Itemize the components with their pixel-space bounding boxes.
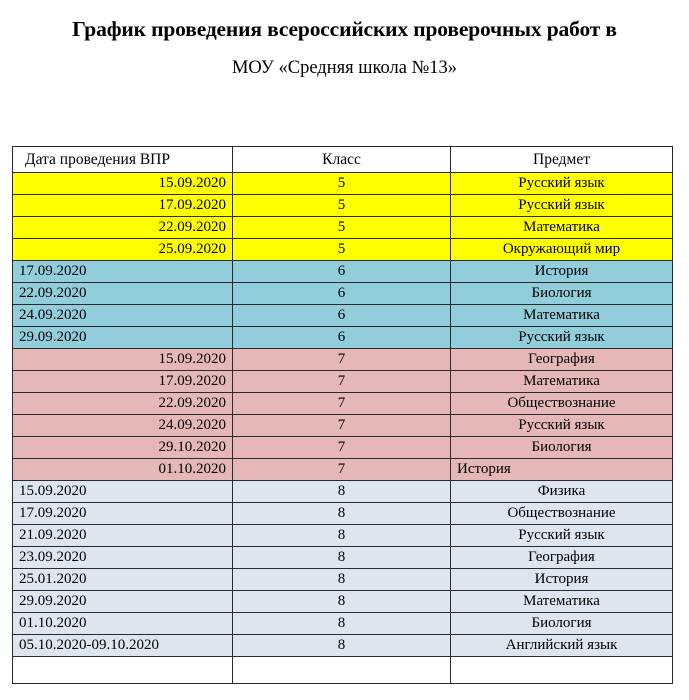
table-row xyxy=(13,349,673,371)
table-row xyxy=(13,613,673,635)
cell-grade: 7 xyxy=(233,459,451,481)
cell-grade: 7 xyxy=(233,393,451,415)
table-row xyxy=(13,481,673,503)
cell-subject: Английский язык xyxy=(451,635,673,657)
table-row xyxy=(13,525,673,547)
cell-date: 24.09.2020 xyxy=(13,305,233,327)
cell-grade: 8 xyxy=(233,547,451,569)
cell-subject: История xyxy=(451,261,673,283)
table-row xyxy=(13,459,673,481)
cell-subject: География xyxy=(451,349,673,371)
table-header-row xyxy=(13,147,673,173)
table-row xyxy=(13,393,673,415)
cell-grade: 7 xyxy=(233,371,451,393)
schedule-table-wrap xyxy=(12,146,672,684)
cell-subject: Обществознание xyxy=(451,393,673,415)
cell-date: 29.09.2020 xyxy=(13,591,233,613)
cell-date: 29.10.2020 xyxy=(13,437,233,459)
cell-grade: 5 xyxy=(233,217,451,239)
table-row xyxy=(13,195,673,217)
cell-subject: История xyxy=(451,459,673,481)
cell-date: 25.09.2020 xyxy=(13,239,233,261)
document-title-block xyxy=(0,0,689,80)
cell-subject: Биология xyxy=(451,437,673,459)
table-row xyxy=(13,239,673,261)
cell-grade xyxy=(233,657,451,684)
table-row xyxy=(13,547,673,569)
table-row xyxy=(13,217,673,239)
cell-grade: 5 xyxy=(233,239,451,261)
table-row xyxy=(13,503,673,525)
cell-subject: Биология xyxy=(451,283,673,305)
cell-date: 22.09.2020 xyxy=(13,283,233,305)
table-row xyxy=(13,283,673,305)
cell-grade: 8 xyxy=(233,613,451,635)
table-row xyxy=(13,635,673,657)
cell-date: 24.09.2020 xyxy=(13,415,233,437)
cell-date: 21.09.2020 xyxy=(13,525,233,547)
cell-date: 29.09.2020 xyxy=(13,327,233,349)
cell-date: 22.09.2020 xyxy=(13,393,233,415)
column-header-subject: Предмет xyxy=(451,147,673,173)
table-row xyxy=(13,437,673,459)
cell-subject: Биология xyxy=(451,613,673,635)
column-header-date: Дата проведения ВПР xyxy=(13,147,233,173)
cell-grade: 7 xyxy=(233,437,451,459)
cell-subject xyxy=(451,657,673,684)
cell-grade: 8 xyxy=(233,591,451,613)
cell-subject: Русский язык xyxy=(451,525,673,547)
column-header-grade: Класс xyxy=(233,147,451,173)
cell-subject: Русский язык xyxy=(451,415,673,437)
cell-date: 17.09.2020 xyxy=(13,371,233,393)
cell-subject: Математика xyxy=(451,591,673,613)
page-title-line-1: График проведения всероссийских проверочных работ в xyxy=(72,17,617,41)
cell-date: 01.10.2020 xyxy=(13,459,233,481)
cell-date: 15.09.2020 xyxy=(13,173,233,195)
cell-subject: История xyxy=(451,569,673,591)
cell-subject: Обществознание xyxy=(451,503,673,525)
cell-grade: 5 xyxy=(233,195,451,217)
table-row xyxy=(13,371,673,393)
cell-grade: 7 xyxy=(233,349,451,371)
cell-grade: 6 xyxy=(233,261,451,283)
cell-subject: Русский язык xyxy=(451,173,673,195)
cell-date: 22.09.2020 xyxy=(13,217,233,239)
table-row xyxy=(13,591,673,613)
table-row xyxy=(13,657,673,684)
cell-subject: Математика xyxy=(451,305,673,327)
cell-subject: География xyxy=(451,547,673,569)
schedule-table xyxy=(12,146,673,684)
cell-date: 17.09.2020 xyxy=(13,195,233,217)
cell-date: 17.09.2020 xyxy=(13,503,233,525)
cell-date: 17.09.2020 xyxy=(13,261,233,283)
cell-grade: 7 xyxy=(233,415,451,437)
cell-date xyxy=(13,657,233,684)
cell-grade: 5 xyxy=(233,173,451,195)
cell-grade: 6 xyxy=(233,327,451,349)
cell-grade: 8 xyxy=(233,569,451,591)
cell-subject: Математика xyxy=(451,371,673,393)
cell-date: 23.09.2020 xyxy=(13,547,233,569)
table-header xyxy=(13,147,673,173)
cell-subject: Русский язык xyxy=(451,327,673,349)
table-row xyxy=(13,569,673,591)
cell-grade: 8 xyxy=(233,525,451,547)
cell-subject: Физика xyxy=(451,481,673,503)
table-row xyxy=(13,415,673,437)
table-body xyxy=(13,173,673,684)
cell-grade: 8 xyxy=(233,481,451,503)
cell-subject: Русский язык xyxy=(451,195,673,217)
cell-date: 15.09.2020 xyxy=(13,481,233,503)
table-row xyxy=(13,327,673,349)
page-title-line-2: МОУ «Средняя школа №13» xyxy=(231,58,458,79)
cell-subject: Математика xyxy=(451,217,673,239)
cell-grade: 8 xyxy=(233,635,451,657)
cell-date: 15.09.2020 xyxy=(13,349,233,371)
cell-grade: 6 xyxy=(233,305,451,327)
table-row xyxy=(13,261,673,283)
cell-date: 05.10.2020-09.10.2020 xyxy=(13,635,233,657)
cell-grade: 8 xyxy=(233,503,451,525)
table-row xyxy=(13,305,673,327)
cell-grade: 6 xyxy=(233,283,451,305)
cell-date: 25.01.2020 xyxy=(13,569,233,591)
cell-subject: Окружающий мир xyxy=(451,239,673,261)
cell-date: 01.10.2020 xyxy=(13,613,233,635)
table-row xyxy=(13,173,673,195)
